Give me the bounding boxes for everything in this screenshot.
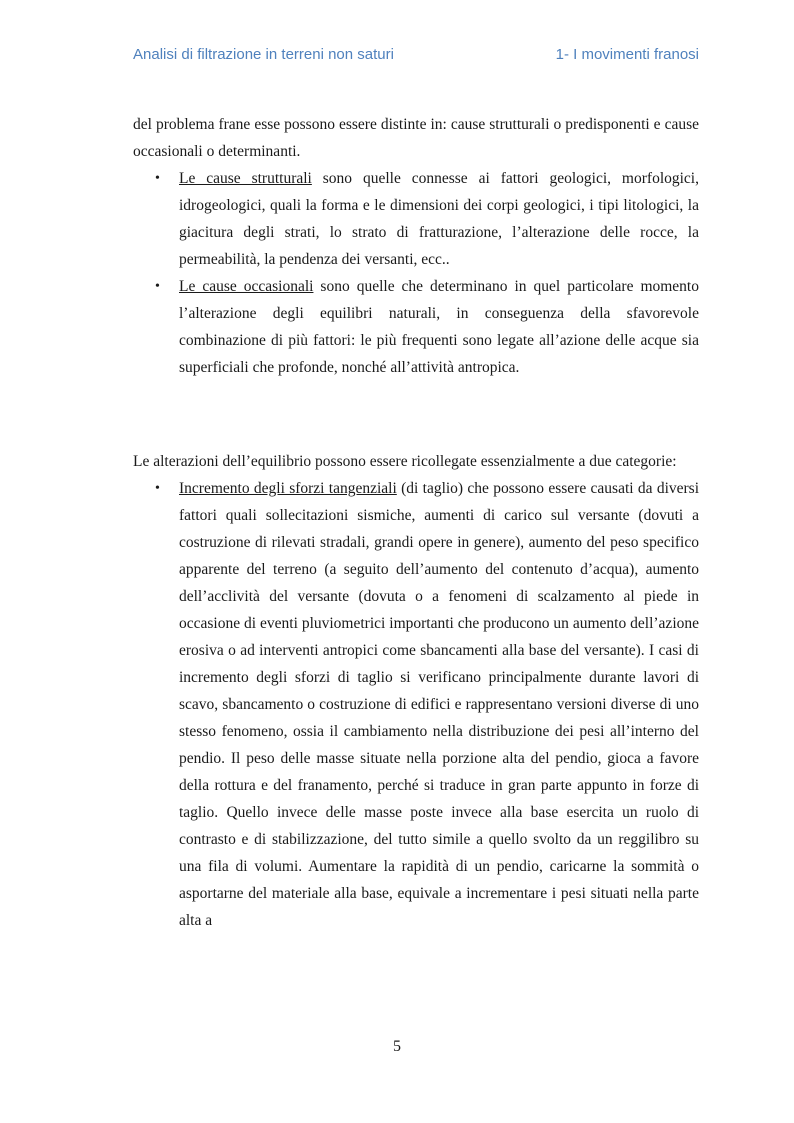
header-chapter: 1- I movimenti franosi bbox=[555, 46, 699, 63]
term-description: sono quelle connesse ai fattori geologici, morfologici, idrogeologici, quali la forma e le dimensioni dei corpi geologici, i tipi litologici, la giacitura degli strati, lo strato di fratturazione, l’alterazione delle rocce, la permeabilità, la pendenza dei versanti, ecc.. bbox=[179, 170, 699, 268]
bullet-icon: • bbox=[155, 171, 160, 186]
term-description: sono quelle che determinano in quel particolare momento l’alterazione degli equilibri naturali, in conseguenza della sfavorevole combinazione di più fattori: le più frequenti sono legate all’azione delle acque sia superficiali che profonde, nonché all’attività antropica. bbox=[179, 278, 699, 376]
list-item bbox=[133, 165, 699, 273]
term-occasional: Le cause occasionali bbox=[179, 278, 314, 295]
running-header bbox=[133, 46, 699, 70]
term-tangential-stress: Incremento degli sforzi tangenziali bbox=[179, 480, 397, 497]
bullet-icon: • bbox=[155, 279, 160, 294]
page-body bbox=[133, 111, 699, 934]
intro-paragraph: del problema frane esse possono essere distinte in: cause strutturali o predisponenti e cause occasionali o determinanti. bbox=[133, 116, 699, 160]
page-number: 5 bbox=[393, 1038, 401, 1055]
causes-list bbox=[133, 165, 699, 381]
bullet-icon: • bbox=[155, 481, 160, 496]
list-item bbox=[133, 273, 699, 381]
categories-intro-paragraph: Le alterazioni dell’equilibrio possono essere ricollegate essenzialmente a due categorie: bbox=[133, 453, 677, 470]
list-item bbox=[133, 475, 699, 934]
term-structural: Le cause strutturali bbox=[179, 170, 312, 187]
header-title: Analisi di filtrazione in terreni non saturi bbox=[133, 46, 394, 63]
categories-list bbox=[133, 475, 699, 934]
term-description: (di taglio) che possono essere causati da diversi fattori quali sollecitazioni sismiche, aumenti di carico sul versante (dovuti a costruzione di rilevati stradali, grandi opere in genere), aumento del peso specifico apparente del terreno (a seguito dell’aumento del contenuto d’acqua), aumento dell’acclività del versante (dovuta o a fenomeni di scalzamento al piede in occasione di eventi pluviometrici importanti che producono un aumento dell’azione erosiva o ad interventi antropici come sbancamenti alla base del versante). I casi di incremento degli sforzi di taglio si verificano principalmente durante lavori di scavo, sbancamento o costruzione di edifici e rappresentano versioni diverse di uno stesso fenomeno, ossia il cambiamento nella distribuzione dei pesi all’interno del pendio. Il peso delle masse situate nella porzione alta del pendio, gioca a favore della rottura e del franamento, perché si traduce in gran parte appunto in forze di taglio. Quello invece delle masse poste invece alla base esercita un ruolo di contrasto e di stabilizzazione, del tutto simile a quello svolto da un reggilibro su una fila di volumi. Aumentare la rapidità di un pendio, caricarne la sommità o asportarne del materiale alla base, equivale a incrementare i pesi situati nella parte alta a bbox=[179, 480, 700, 929]
